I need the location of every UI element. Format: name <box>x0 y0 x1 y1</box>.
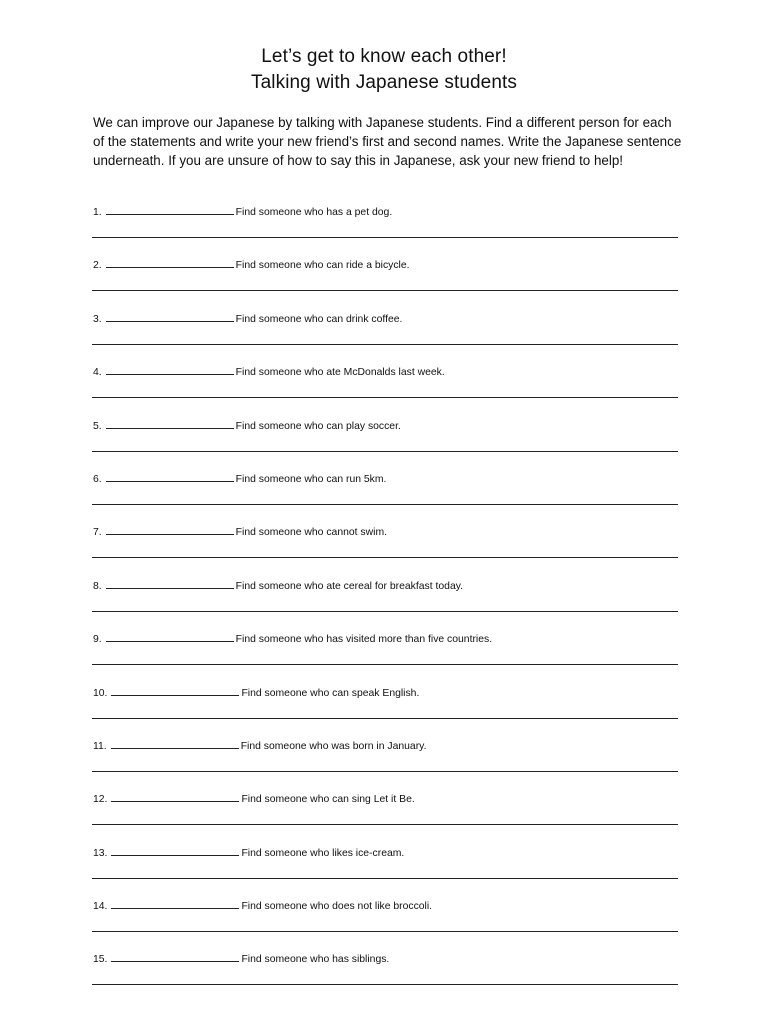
statement-line <box>93 524 387 540</box>
statement-item <box>92 629 678 682</box>
item-number: 11. <box>93 740 107 752</box>
statement-line <box>93 471 386 487</box>
statement-item <box>92 576 678 629</box>
item-number: 5. <box>93 420 102 432</box>
japanese-sentence-line[interactable] <box>92 611 678 612</box>
worksheet-title <box>0 44 768 96</box>
name-blank-field[interactable] <box>111 845 239 856</box>
name-blank-field[interactable] <box>111 791 239 802</box>
item-number: 8. <box>93 580 102 592</box>
statement-item <box>92 469 678 522</box>
statement-line <box>93 791 415 807</box>
statement-prompt: Find someone who likes ice-cream. <box>241 847 405 859</box>
statement-item <box>92 309 678 362</box>
statement-prompt: Find someone who can speak English. <box>241 687 420 699</box>
item-number: 14. <box>93 901 108 913</box>
name-blank-field[interactable] <box>106 311 234 322</box>
japanese-sentence-line[interactable] <box>92 771 678 772</box>
name-blank-field[interactable] <box>106 204 234 215</box>
statement-item <box>92 362 678 415</box>
statement-line <box>93 204 392 220</box>
japanese-sentence-line[interactable] <box>92 824 678 825</box>
item-number: 2. <box>93 260 102 272</box>
statement-prompt: Find someone who has siblings. <box>241 954 390 966</box>
statement-prompt: Find someone who can ride a bicycle. <box>235 260 410 272</box>
statement-item <box>92 522 678 575</box>
item-number: 15. <box>93 954 108 966</box>
statement-prompt: Find someone who was born in January. <box>240 740 427 752</box>
statement-item <box>92 683 678 736</box>
statement-line <box>93 311 402 327</box>
name-blank-field[interactable] <box>111 738 239 749</box>
japanese-sentence-line[interactable] <box>92 557 678 558</box>
statement-prompt: Find someone who cannot swim. <box>235 527 387 539</box>
statement-line <box>93 578 463 594</box>
item-number: 7. <box>93 527 102 539</box>
japanese-sentence-line[interactable] <box>92 344 678 345</box>
japanese-sentence-line[interactable] <box>92 878 678 879</box>
statement-prompt: Find someone who ate cereal for breakfast today. <box>235 580 464 592</box>
statement-item <box>92 202 678 255</box>
statement-prompt: Find someone who has a pet dog. <box>235 207 393 218</box>
statement-line <box>93 364 445 380</box>
japanese-sentence-line[interactable] <box>92 237 678 238</box>
japanese-sentence-line[interactable] <box>92 718 678 719</box>
statement-prompt: Find someone who does not like broccoli. <box>241 901 433 913</box>
statement-prompt: Find someone who has visited more than five countries. <box>235 634 493 646</box>
name-blank-field[interactable] <box>111 898 239 909</box>
japanese-sentence-line[interactable] <box>92 984 678 985</box>
name-blank-field[interactable] <box>106 418 234 429</box>
statement-list <box>92 202 678 1003</box>
statement-line <box>93 418 401 434</box>
japanese-sentence-line[interactable] <box>92 504 678 505</box>
statement-item <box>92 896 678 949</box>
item-number: 6. <box>93 473 102 485</box>
statement-prompt: Find someone who can run 5km. <box>235 473 387 485</box>
statement-item <box>92 949 678 1002</box>
name-blank-field[interactable] <box>106 364 234 375</box>
item-number: 10. <box>93 687 108 699</box>
statement-line <box>93 951 389 967</box>
statement-line <box>93 898 432 914</box>
japanese-sentence-line[interactable] <box>92 290 678 291</box>
item-number: 3. <box>93 313 102 325</box>
item-number: 1. <box>93 207 102 218</box>
statement-line <box>93 685 419 701</box>
japanese-sentence-line[interactable] <box>92 397 678 398</box>
item-number: 12. <box>93 794 108 806</box>
statement-item <box>92 789 678 842</box>
statement-line <box>93 738 426 754</box>
statement-line <box>93 631 492 647</box>
item-number: 13. <box>93 847 108 859</box>
item-number: 9. <box>93 634 102 646</box>
statement-prompt: Find someone who can drink coffee. <box>235 313 403 325</box>
statement-item <box>92 255 678 308</box>
title-line-2: Talking with Japanese students <box>251 72 517 93</box>
name-blank-field[interactable] <box>111 685 239 696</box>
name-blank-field[interactable] <box>106 257 234 268</box>
name-blank-field[interactable] <box>106 471 234 482</box>
statement-item <box>92 736 678 789</box>
item-number: 4. <box>93 367 102 379</box>
japanese-sentence-line[interactable] <box>92 931 678 932</box>
statement-prompt: Find someone who can play soccer. <box>235 420 401 432</box>
instructions-paragraph: We can improve our Japanese by talking with Japanese students. Find a different person for each of the statements and write your new friend’s first and second names. Write the Japanese sentence underneath. If you are unsure of how to say this in Japanese, ask your new friend to help! <box>93 115 682 168</box>
japanese-sentence-line[interactable] <box>92 664 678 665</box>
name-blank-field[interactable] <box>106 578 234 589</box>
title-line-1: Let’s get to know each other! <box>261 46 507 67</box>
statement-item <box>92 843 678 896</box>
name-blank-field[interactable] <box>106 631 234 642</box>
statement-prompt: Find someone who ate McDonalds last week. <box>235 367 445 379</box>
japanese-sentence-line[interactable] <box>92 451 678 452</box>
statement-line <box>93 257 410 273</box>
name-blank-field[interactable] <box>111 951 239 962</box>
name-blank-field[interactable] <box>106 524 234 535</box>
statement-line <box>93 845 404 861</box>
statement-prompt: Find someone who can sing Let it Be. <box>241 794 415 806</box>
statement-item <box>92 416 678 469</box>
